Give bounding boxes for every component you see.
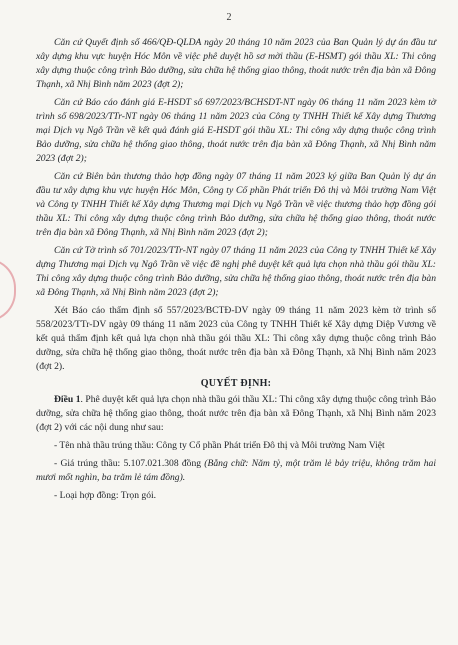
winner-item: - Tên nhà thầu trúng thầu: Công ty Cổ phần Phát triển Đô thị và Môi trường Nam Việt [54,440,385,451]
page-number: 2 [226,12,232,23]
article-1 [36,393,436,435]
price-item [36,457,436,485]
legal-basis-paragraph: Căn cứ Báo cáo đánh giá E-HSDT số 697/2023/BCHSDT-NT ngày 06 tháng 11 năm 2023 kèm tờ trình số 698/2023/TTr-NT ngày 06 tháng 11 năm 2023 của Công ty TNHH Thiết kế Xây dựng Thương mại Dịch vụ Ngô Trần về kết quả đánh giá E-HSDT gói thầu XL: Thi công xây dựng thuộc công trình Bảo dưỡng, sửa chữa hệ thống giao thông, thoát nước trên địa bàn xã Đông Thạnh, xã Nhị Bình năm 2023 (đợt 2); [36,97,436,164]
article-1-text: . Phê duyệt kết quả lựa chọn nhà thầu gói thầu XL: Thi công xây dựng thuộc công trình Bảo dưỡng, sửa chữa hệ thống giao thông, thoát nước trên địa bàn xã Đông Thạnh, xã Nhị Bình năm 2023 (đợt 2) với các nội dung như sau: [36,394,436,433]
price-in-words: (Bằng chữ: Năm tỷ, một trăm lẻ bảy triệu, không trăm hai mươi mốt nghìn, ba trăm lẻ tám đồng). [36,458,436,483]
price-value: - Giá trúng thầu: 5.107.021.308 đồng [54,458,205,469]
legal-basis-paragraph: Căn cứ Tờ trình số 701/2023/TTr-NT ngày 07 tháng 11 năm 2023 của Công ty TNHH Thiết kế Xây dựng Thương mại Dịch vụ Ngô Trần về việc đề nghị phê duyệt kết quả lựa chọn nhà thầu gói thầu XL: Thi công xây dựng thuộc công trình Bảo dưỡng, sửa chữa hệ thống giao thông, thoát nước trên địa bàn xã Đông Thạnh, xã Nhị Bình năm 2023 (đợt 2); [36,245,436,298]
legal-basis-paragraph: Căn cứ Quyết định số 466/QĐ-QLDA ngày 20 tháng 10 năm 2023 của Ban Quản lý dự án đầu tư xây dựng khu vực huyện Hóc Môn về việc phê duyệt hồ sơ mời thầu (E-HSMT) gói thầu XL: Thi công xây dựng thuộc công trình Bảo dưỡng, sửa chữa hệ thống giao thông, thoát nước trên địa bàn xã Đông Thạnh, xã Nhị Bình năm 2023 (đợt 2); [36,37,436,90]
decision-heading: QUYẾT ĐỊNH: [200,378,272,389]
article-1-label: Điều 1 [54,394,81,405]
contract-type-item: - Loại hợp đồng: Trọn gói. [54,490,157,501]
legal-basis-paragraph: Căn cứ Biên bản thương thảo hợp đồng ngày 07 tháng 11 năm 2023 ký giữa Ban Quản lý dự án đầu tư xây dựng khu vực huyện Hóc Môn, Công ty Cổ phần Phát triển Đô thị và Môi trường Nam Việt và Công ty TNHH Thiết kế Xây dựng Thương mại Dịch vụ Ngô Trần về việc thương thảo hợp đồng gói thầu XL: Thi công xây dựng thuộc công trình Bảo dưỡng, sửa chữa hệ thống giao thông, thoát nước trên địa bàn xã Đông Thạnh, xã Nhị Bình năm 2023 (đợt 2); [36,171,436,238]
appraisal-report-paragraph: Xét Báo cáo thẩm định số 557/2023/BCTĐ-DV ngày 09 tháng 11 năm 2023 kèm tờ trình số 558/2023/TTr-DV ngày 09 tháng 11 năm 2023 của Công ty TNHH Thiết kế Xây dựng Diệp Vương về kết quả thẩm định kết quả lựa chọn nhà thầu gói thầu XL: Thi công xây dựng thuộc công trình Bảo dưỡng, sửa chữa hệ thống giao thông, thoát nước trên địa bàn xã Đông Thạnh, xã Nhị Bình năm 2023 (đợt 2). [36,305,436,372]
document-body [36,36,436,507]
red-seal-fragment [0,258,16,322]
